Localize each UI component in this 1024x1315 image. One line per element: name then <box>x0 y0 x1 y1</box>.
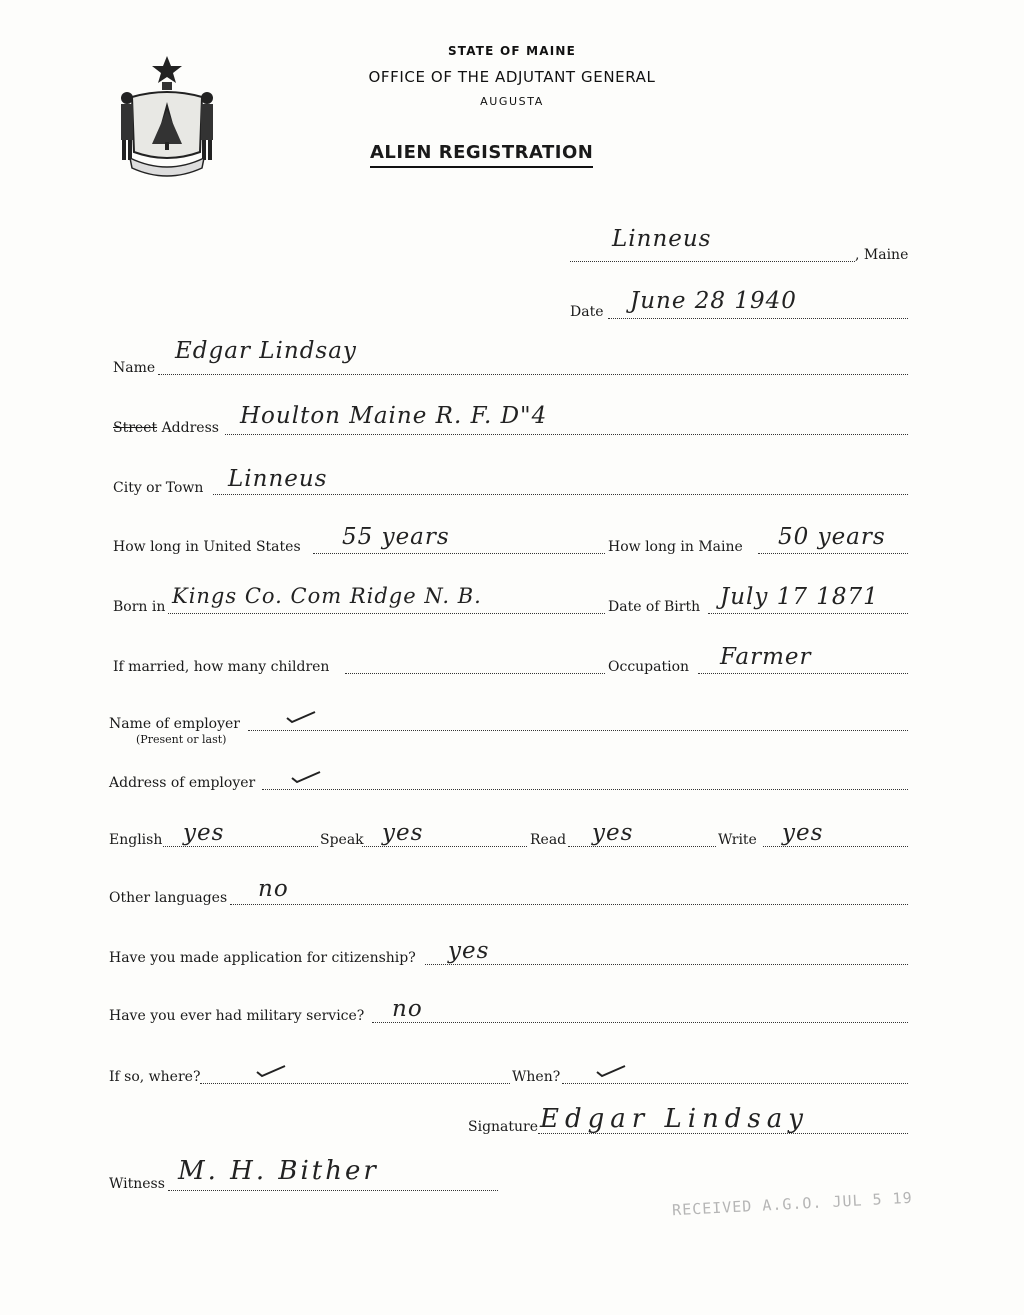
address-value: Houlton Maine R. F. D"4 <box>240 403 548 429</box>
received-stamp: RECEIVED A.G.O. JUL 5 19 <box>671 1188 914 1220</box>
city-line <box>213 494 908 495</box>
dob-line <box>708 613 908 614</box>
other-languages-line <box>230 904 908 905</box>
write-label: Write <box>718 832 757 848</box>
write-line <box>763 846 908 847</box>
dob-label: Date of Birth <box>608 599 701 615</box>
english-line <box>163 846 318 847</box>
other-languages-label: Other languages <box>109 890 228 906</box>
address-line <box>225 434 908 435</box>
children-line <box>345 673 605 674</box>
where-label: If so, where? <box>109 1069 201 1085</box>
born-value: Kings Co. Com Ridge N. B. <box>172 584 482 608</box>
maine-duration-value: 50 years <box>778 524 886 550</box>
when-line <box>562 1083 908 1084</box>
speak-line <box>362 846 527 847</box>
city-label: City or Town <box>113 480 204 496</box>
occupation-value: Farmer <box>720 644 812 670</box>
name-line <box>158 374 908 375</box>
citizenship-label: Have you made application for citizenship? <box>109 950 416 966</box>
employer-sublabel: (Present or last) <box>136 733 227 746</box>
employer-line <box>248 730 908 731</box>
citizenship-line <box>425 964 908 965</box>
signature-label: Signature <box>468 1119 539 1135</box>
witness-line <box>168 1190 498 1191</box>
employer-address-check-icon <box>290 768 322 784</box>
occupation-line <box>698 673 908 674</box>
children-label: If married, how many children <box>113 659 330 675</box>
date-line <box>608 318 908 319</box>
born-line <box>168 613 605 614</box>
employer-address-line <box>262 789 908 790</box>
read-label: Read <box>530 832 567 848</box>
other-languages-value: no <box>258 876 289 902</box>
maine-duration-line <box>758 553 908 554</box>
header-office: OFFICE OF THE ADJUTANT GENERAL <box>368 68 656 86</box>
form-title: ALIEN REGISTRATION <box>370 142 593 168</box>
speak-value: yes <box>382 820 424 846</box>
military-value: no <box>392 996 423 1022</box>
military-label: Have you ever had military service? <box>109 1008 365 1024</box>
name-value: Edgar Lindsay <box>175 338 357 364</box>
dob-value: July 17 1871 <box>720 584 879 610</box>
english-label: English <box>109 832 163 848</box>
speak-label: Speak <box>320 832 364 848</box>
witness-value: M. H. Bither <box>178 1156 379 1186</box>
city-value: Linneus <box>228 466 328 492</box>
employer-check-icon <box>285 708 317 724</box>
born-label: Born in <box>113 599 166 615</box>
town-value: Linneus <box>612 226 712 252</box>
when-check-icon <box>595 1062 627 1078</box>
name-label: Name <box>113 360 156 376</box>
us-duration-label: How long in United States <box>113 539 301 555</box>
street-address-label: Street Address <box>113 420 219 436</box>
citizenship-value: yes <box>448 938 490 964</box>
occupation-label: Occupation <box>608 659 690 675</box>
town-line <box>570 261 855 262</box>
read-value: yes <box>592 820 634 846</box>
military-line <box>372 1022 908 1023</box>
date-value: June 28 1940 <box>630 288 797 314</box>
us-duration-line <box>313 553 605 554</box>
maine-duration-label: How long in Maine <box>608 539 743 555</box>
english-value: yes <box>183 820 225 846</box>
employer-label: Name of employer <box>109 716 240 732</box>
us-duration-value: 55 years <box>342 524 450 550</box>
town-suffix: , Maine <box>855 247 909 263</box>
header-state: STATE OF MAINE <box>447 44 577 58</box>
witness-label: Witness <box>109 1176 165 1192</box>
where-check-icon <box>255 1062 287 1078</box>
date-label: Date <box>570 304 604 320</box>
header-city: AUGUSTA <box>480 95 544 108</box>
signature-value: Edgar Lindsay <box>540 1104 809 1134</box>
read-line <box>568 846 716 847</box>
when-label: When? <box>512 1069 561 1085</box>
write-value: yes <box>782 820 824 846</box>
where-line <box>200 1083 510 1084</box>
employer-address-label: Address of employer <box>109 775 256 791</box>
